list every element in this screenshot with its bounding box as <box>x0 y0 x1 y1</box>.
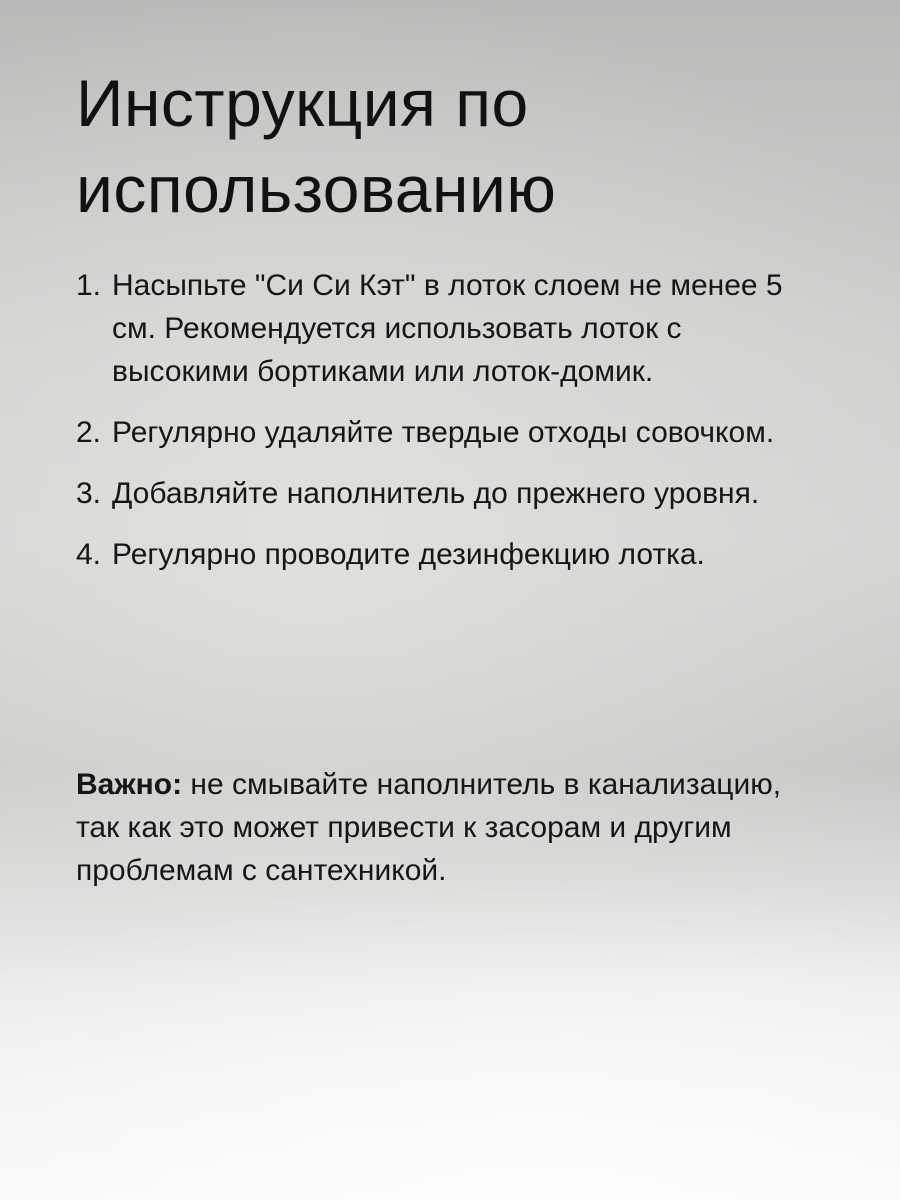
page-title: Инструкция по использованию <box>76 66 557 226</box>
step-text: Добавляйте наполнитель до прежнего уровня. <box>112 477 760 510</box>
step-item <box>76 533 856 576</box>
step-item <box>76 411 856 454</box>
step-number: 4. <box>76 538 102 571</box>
step-text: Регулярно удаляйте твердые отходы совочком. <box>112 416 775 449</box>
step-text: Насыпьте "Си Си Кэт" в лоток слоем не менее 5 см. Рекомендуется использовать лоток с высокими бортиками или лоток-домик. <box>112 269 783 388</box>
step-number: 3. <box>76 477 102 510</box>
important-note <box>76 763 816 892</box>
step-text: Регулярно проводите дезинфекцию лотка. <box>112 538 705 571</box>
step-item <box>76 264 856 393</box>
important-text: не смывайте наполнитель в канализацию, так как это может привести к засорам и другим проблемам с сантехникой. <box>76 768 782 887</box>
step-number: 1. <box>76 269 102 302</box>
step-item <box>76 472 856 515</box>
instruction-steps-list <box>76 264 856 594</box>
step-number: 2. <box>76 416 102 449</box>
important-label: Важно: <box>76 768 183 801</box>
